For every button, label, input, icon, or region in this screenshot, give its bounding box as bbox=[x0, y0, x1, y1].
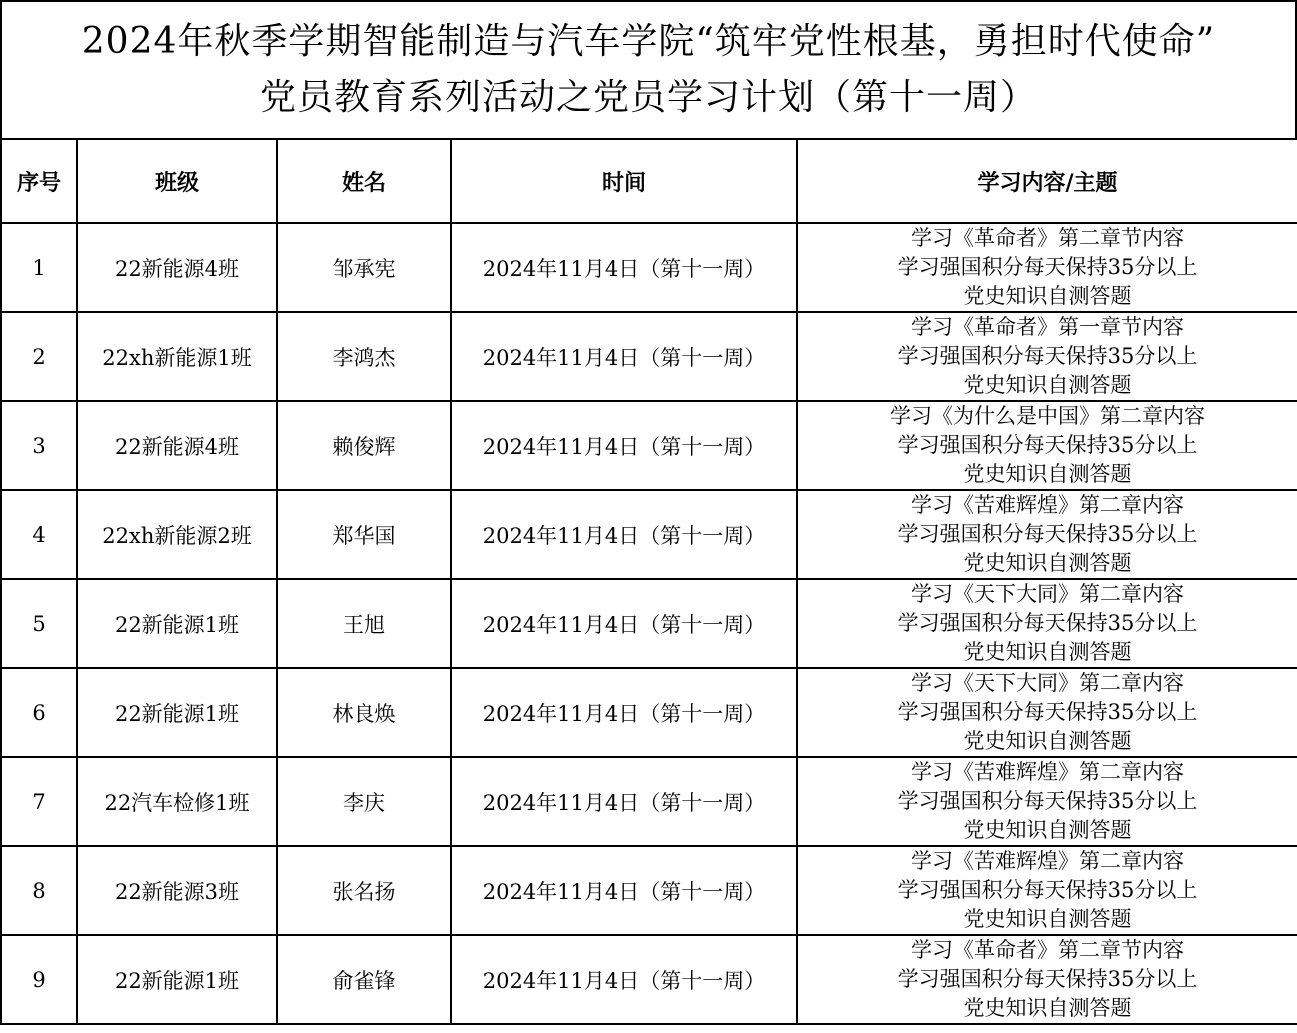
cell-serial-number: 1 bbox=[1, 223, 77, 312]
content-line: 党史知识自测答题 bbox=[963, 284, 1132, 308]
cell-class: 22新能源1班 bbox=[77, 668, 277, 757]
cell-name: 赖俊辉 bbox=[277, 401, 451, 490]
content-line: 学习《苦难辉煌》第二章内容 bbox=[911, 849, 1184, 873]
content-line: 学习强国积分每天保持35分以上 bbox=[897, 611, 1198, 635]
content-line: 党史知识自测答题 bbox=[963, 640, 1132, 664]
cell-content bbox=[797, 401, 1297, 490]
cell-name: 郑华国 bbox=[277, 490, 451, 579]
cell-serial-number: 9 bbox=[1, 935, 77, 1024]
cell-time: 2024年11月4日（第十一周） bbox=[451, 579, 797, 668]
cell-class: 22汽车检修1班 bbox=[77, 757, 277, 846]
table-body bbox=[1, 223, 1297, 1024]
cell-serial-number: 2 bbox=[1, 312, 77, 401]
cell-content bbox=[797, 668, 1297, 757]
study-plan-table bbox=[0, 138, 1297, 1025]
title-line-1: 2024年秋季学期智能制造与汽车学院“筑牢党性根基，勇担时代使命” bbox=[81, 21, 1216, 62]
cell-serial-number: 8 bbox=[1, 846, 77, 935]
content-line: 学习强国积分每天保持35分以上 bbox=[897, 522, 1198, 546]
content-line: 学习《革命者》第二章节内容 bbox=[911, 938, 1184, 962]
cell-serial-number: 7 bbox=[1, 757, 77, 846]
content-line: 学习《革命者》第一章节内容 bbox=[911, 315, 1184, 339]
cell-class: 22xh新能源1班 bbox=[77, 312, 277, 401]
content-line: 学习强国积分每天保持35分以上 bbox=[897, 700, 1198, 724]
cell-content bbox=[797, 757, 1297, 846]
content-line: 学习《苦难辉煌》第二章内容 bbox=[911, 493, 1184, 517]
table-header-row bbox=[1, 139, 1297, 223]
table-row bbox=[1, 935, 1297, 1024]
header-name: 姓名 bbox=[277, 139, 451, 223]
table-row bbox=[1, 757, 1297, 846]
content-line: 学习强国积分每天保持35分以上 bbox=[897, 967, 1198, 991]
header-serial-number: 序号 bbox=[1, 139, 77, 223]
content-line: 学习强国积分每天保持35分以上 bbox=[897, 255, 1198, 279]
content-line: 学习《为什么是中国》第二章内容 bbox=[890, 404, 1205, 428]
cell-name: 张名扬 bbox=[277, 846, 451, 935]
table-row bbox=[1, 579, 1297, 668]
cell-class: 22新能源3班 bbox=[77, 846, 277, 935]
header-class: 班级 bbox=[77, 139, 277, 223]
cell-class: 22新能源1班 bbox=[77, 579, 277, 668]
cell-name: 林良焕 bbox=[277, 668, 451, 757]
cell-name: 李庆 bbox=[277, 757, 451, 846]
cell-time: 2024年11月4日（第十一周） bbox=[451, 312, 797, 401]
header-time: 时间 bbox=[451, 139, 797, 223]
content-line: 党史知识自测答题 bbox=[963, 551, 1132, 575]
title-line-2: 党员教育系列活动之党员学习计划（第十一周） bbox=[259, 77, 1037, 118]
cell-time: 2024年11月4日（第十一周） bbox=[451, 846, 797, 935]
cell-serial-number: 4 bbox=[1, 490, 77, 579]
cell-serial-number: 5 bbox=[1, 579, 77, 668]
cell-content bbox=[797, 490, 1297, 579]
cell-class: 22新能源1班 bbox=[77, 935, 277, 1024]
cell-content bbox=[797, 846, 1297, 935]
cell-serial-number: 3 bbox=[1, 401, 77, 490]
content-line: 党史知识自测答题 bbox=[963, 996, 1132, 1020]
content-line: 党史知识自测答题 bbox=[963, 729, 1132, 753]
content-line: 学习强国积分每天保持35分以上 bbox=[897, 878, 1198, 902]
content-line: 学习强国积分每天保持35分以上 bbox=[897, 344, 1198, 368]
table-row bbox=[1, 668, 1297, 757]
cell-name: 俞雀锋 bbox=[277, 935, 451, 1024]
table-row bbox=[1, 223, 1297, 312]
cell-class: 22xh新能源2班 bbox=[77, 490, 277, 579]
content-line: 学习《革命者》第二章节内容 bbox=[911, 226, 1184, 250]
table-row bbox=[1, 312, 1297, 401]
content-line: 党史知识自测答题 bbox=[963, 462, 1132, 486]
cell-name: 邹承宪 bbox=[277, 223, 451, 312]
content-line: 学习强国积分每天保持35分以上 bbox=[897, 433, 1198, 457]
cell-time: 2024年11月4日（第十一周） bbox=[451, 401, 797, 490]
cell-time: 2024年11月4日（第十一周） bbox=[451, 668, 797, 757]
cell-name: 李鸿杰 bbox=[277, 312, 451, 401]
cell-content bbox=[797, 312, 1297, 401]
cell-content bbox=[797, 223, 1297, 312]
cell-time: 2024年11月4日（第十一周） bbox=[451, 757, 797, 846]
cell-name: 王旭 bbox=[277, 579, 451, 668]
content-line: 学习《天下大同》第二章内容 bbox=[911, 582, 1184, 606]
content-line: 党史知识自测答题 bbox=[963, 373, 1132, 397]
table-row bbox=[1, 401, 1297, 490]
cell-class: 22新能源4班 bbox=[77, 223, 277, 312]
cell-class: 22新能源4班 bbox=[77, 401, 277, 490]
cell-time: 2024年11月4日（第十一周） bbox=[451, 223, 797, 312]
content-line: 学习《天下大同》第二章内容 bbox=[911, 671, 1184, 695]
cell-time: 2024年11月4日（第十一周） bbox=[451, 490, 797, 579]
header-content: 学习内容/主题 bbox=[797, 139, 1297, 223]
cell-content bbox=[797, 579, 1297, 668]
content-line: 学习强国积分每天保持35分以上 bbox=[897, 789, 1198, 813]
cell-time: 2024年11月4日（第十一周） bbox=[451, 935, 797, 1024]
table-row bbox=[1, 490, 1297, 579]
page-title bbox=[0, 0, 1297, 138]
cell-content bbox=[797, 935, 1297, 1024]
content-line: 党史知识自测答题 bbox=[963, 907, 1132, 931]
table-row bbox=[1, 846, 1297, 935]
content-line: 党史知识自测答题 bbox=[963, 818, 1132, 842]
content-line: 学习《苦难辉煌》第二章内容 bbox=[911, 760, 1184, 784]
cell-serial-number: 6 bbox=[1, 668, 77, 757]
